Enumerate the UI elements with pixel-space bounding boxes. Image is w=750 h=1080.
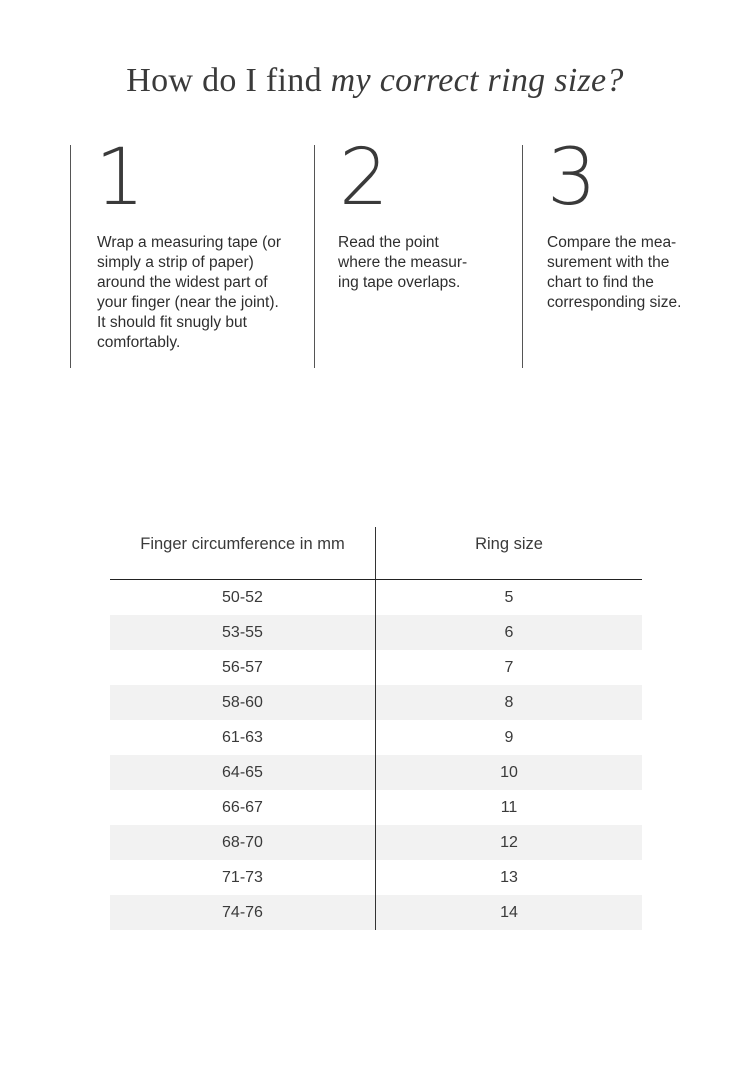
step-description-text: Wrap a measuring tape (or simply a strip of paper) around the widest part of your finger (near the joint). It should fit snugly but comfortably. — [97, 234, 282, 351]
circumference-cell: 74-76 — [110, 895, 376, 930]
table-body — [110, 580, 642, 930]
title-plain: How do I find — [126, 62, 331, 99]
ring-size-table — [110, 527, 642, 930]
ring-size-cell: 7 — [504, 659, 514, 676]
step-number: 1 — [95, 133, 145, 223]
circumference-cell: 68-70 — [110, 825, 376, 860]
table-row — [110, 790, 642, 825]
step-description — [97, 233, 287, 353]
step-1 — [70, 133, 300, 368]
step-2 — [314, 133, 514, 368]
table-row — [110, 895, 642, 930]
circumference-cell: 50-52 — [110, 580, 376, 615]
ring-size-cell: 13 — [500, 869, 518, 886]
ring-size-cell: 10 — [500, 764, 518, 781]
circumference-cell: 56-57 — [110, 650, 376, 685]
step-description-text: Compare the mea-surement with the chart to find the corresponding size. — [547, 234, 682, 311]
ring-size-cell: 12 — [500, 834, 518, 851]
ring-size-cell: 14 — [500, 904, 518, 921]
table-row — [110, 860, 642, 895]
table-row — [110, 720, 642, 755]
step-description — [338, 233, 483, 293]
ring-size-cell: 5 — [504, 589, 514, 606]
table-row — [110, 650, 642, 685]
title-italic: my correct ring size? — [330, 62, 624, 99]
page-title — [0, 62, 750, 100]
circumference-cell: 64-65 — [110, 755, 376, 790]
circumference-cell: 61-63 — [110, 720, 376, 755]
circumference-cell: 53-55 — [110, 615, 376, 650]
step-3 — [522, 133, 702, 368]
table-row — [110, 685, 642, 720]
table-row — [110, 615, 642, 650]
ring-size-cell: 6 — [504, 624, 514, 641]
circumference-cell: 66-67 — [110, 790, 376, 825]
table-header — [110, 527, 642, 580]
circumference-cell: 58-60 — [110, 685, 376, 720]
ring-size-cell: 8 — [504, 694, 514, 711]
step-description-text: Read the point where the measur-ing tape overlaps. — [338, 234, 468, 291]
header-ring-size: Ring size — [475, 535, 543, 553]
header-circumference: Finger circumference in mm — [110, 527, 376, 579]
circumference-cell: 71-73 — [110, 860, 376, 895]
ring-size-cell: 9 — [504, 729, 514, 746]
ring-size-cell: 11 — [500, 799, 518, 816]
table-row — [110, 580, 642, 615]
table-row — [110, 755, 642, 790]
table-row — [110, 825, 642, 860]
step-number: 3 — [547, 133, 597, 223]
step-number: 2 — [339, 133, 389, 223]
step-description — [547, 233, 687, 313]
